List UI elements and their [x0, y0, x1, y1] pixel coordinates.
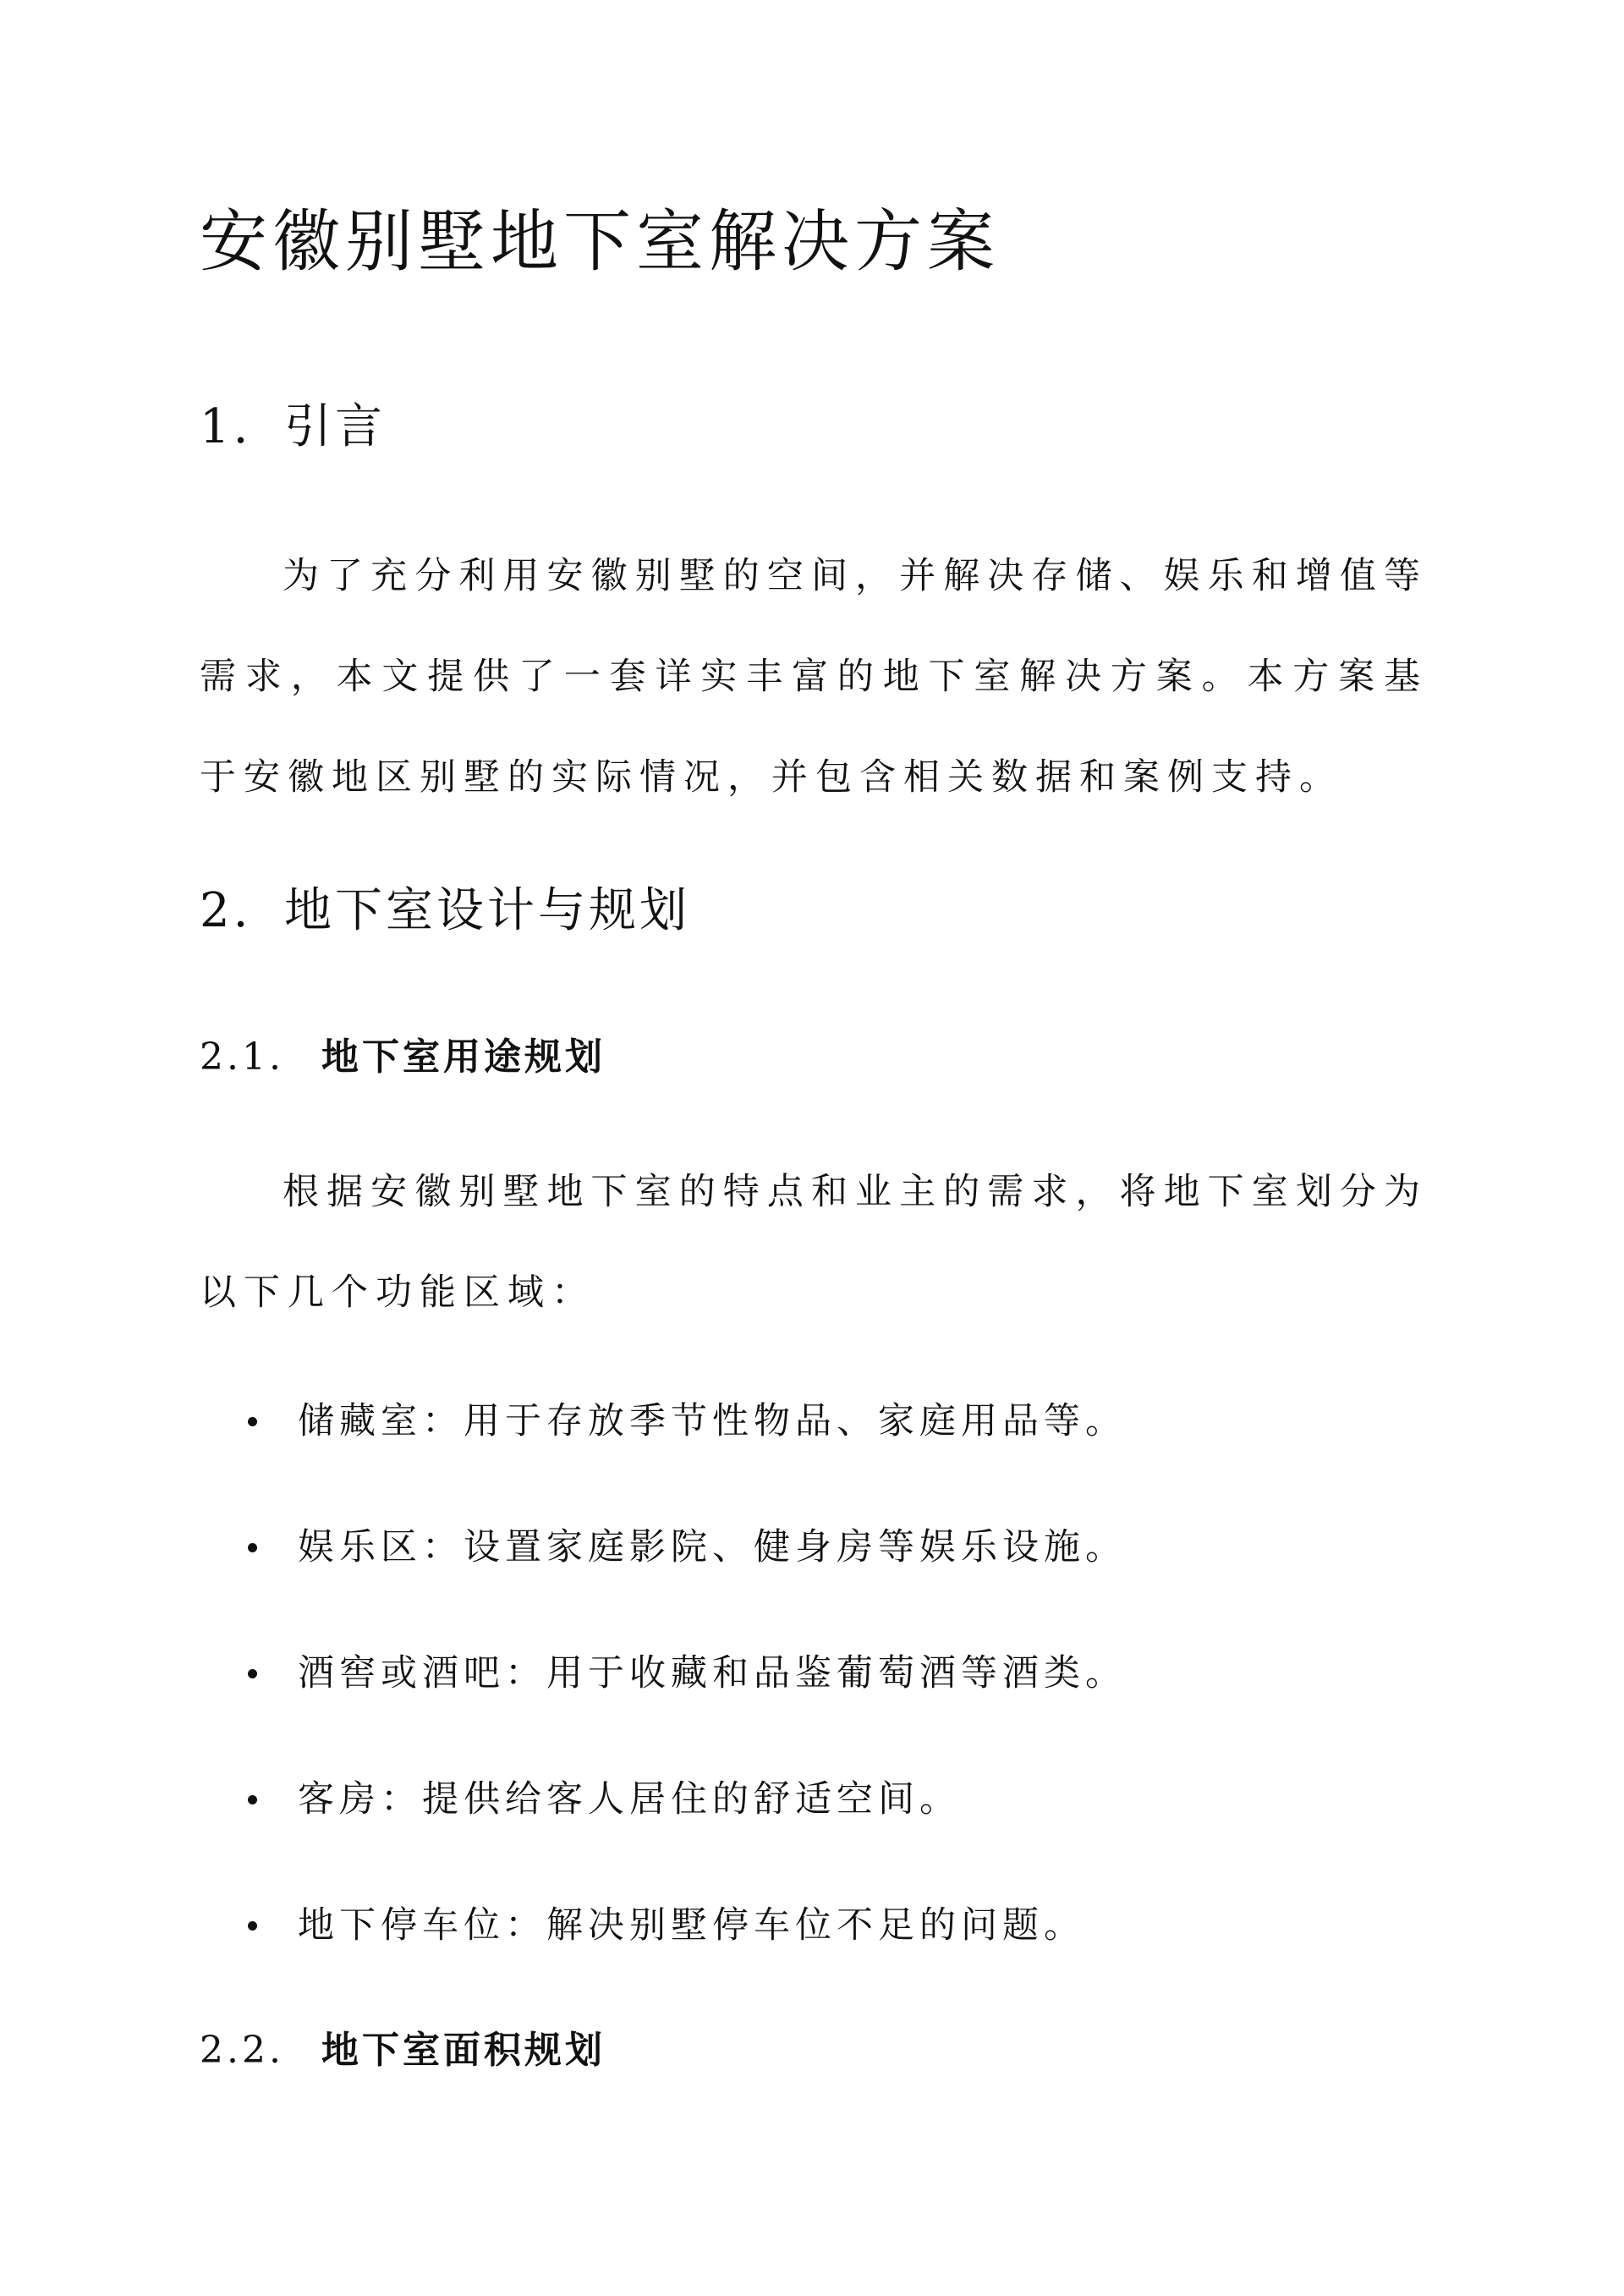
list-item-text: 娱乐区：设置家庭影院、健身房等娱乐设施。	[298, 1526, 1127, 1568]
list-item-text: 酒窖或酒吧：用于收藏和品鉴葡萄酒等酒类。	[298, 1652, 1127, 1695]
subsection-2-2-number: 2.2.	[200, 2029, 284, 2072]
section-1-number: 1.	[200, 399, 252, 454]
list-item-text: 地下停车位：解决别墅停车位不足的问题。	[298, 1904, 1085, 1947]
section-1-title: 引言	[284, 399, 386, 454]
document-title: 安徽别墅地下室解决方案	[200, 202, 1000, 281]
section-2-heading	[200, 882, 690, 941]
list-item	[200, 1883, 1435, 2009]
list-item	[200, 1757, 1435, 1883]
section-1-heading	[200, 398, 386, 457]
function-area-list	[200, 1379, 1435, 2009]
section-2-title: 地下室设计与规划	[284, 883, 690, 938]
subsection-2-2-heading	[200, 2027, 606, 2074]
list-item	[200, 1505, 1435, 1631]
bullet-dot	[248, 1795, 257, 1804]
bullet-dot	[248, 1543, 257, 1552]
section-2-number: 2.	[200, 883, 252, 938]
list-item	[200, 1379, 1435, 1505]
list-item-text: 储藏室：用于存放季节性物品、家庭用品等。	[298, 1400, 1127, 1442]
subsection-2-1-number: 2.1.	[200, 1035, 284, 1079]
subsection-2-1-heading	[200, 1034, 606, 1081]
bullet-dot	[248, 1417, 257, 1426]
subsection-2-2-title: 地下室面积规划	[321, 2029, 606, 2072]
subsection-2-1-title: 地下室用途规划	[321, 1035, 606, 1079]
list-item	[200, 1631, 1435, 1757]
list-item-text: 客房：提供给客人居住的舒适空间。	[298, 1778, 961, 1821]
subsection-2-1-paragraph: 根据安徽别墅地下室的特点和业主的需求，将地下室划分为以下几个功能区域：	[200, 1171, 1428, 1314]
section-1-paragraph: 为了充分利用安徽别墅的空间，并解决存储、娱乐和增值等需求，本文提供了一套详实丰富的地下室解决方案。本方案基于安徽地区别墅的实际情况，并包含相关数据和案例支持。	[200, 555, 1428, 799]
bullet-dot	[248, 1669, 257, 1678]
bullet-dot	[248, 1921, 257, 1931]
